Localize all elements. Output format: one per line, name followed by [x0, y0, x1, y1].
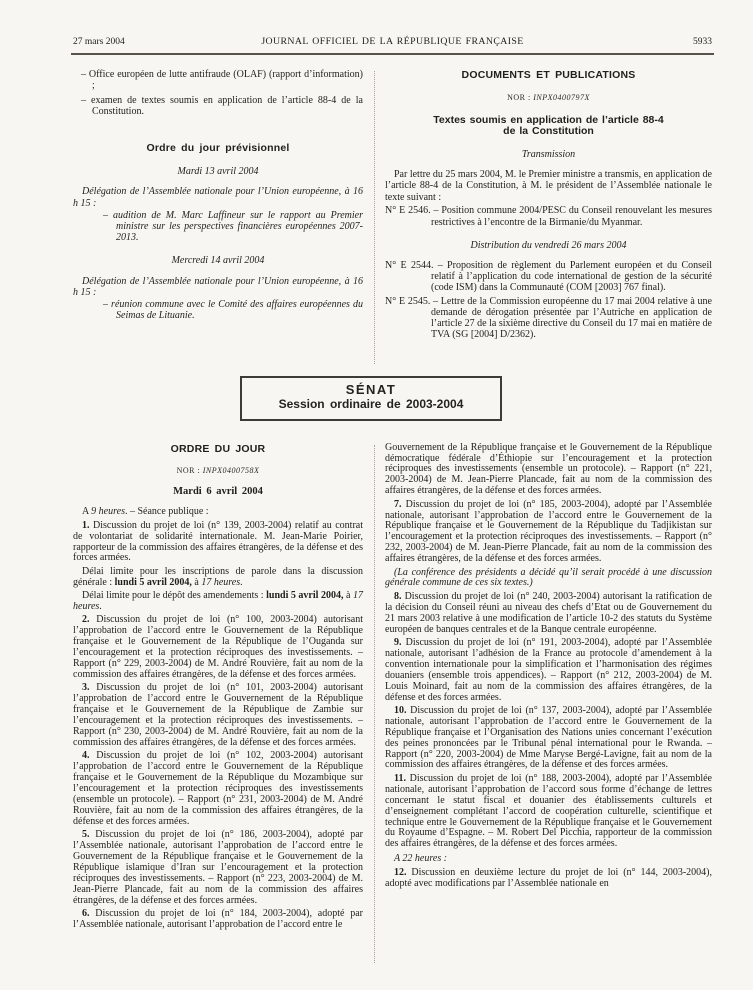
paragraph: – audition de M. Marc Laffineur sur le rapport au Premier ministre sur les perspectives financières européennes 2007-2013.	[103, 209, 363, 244]
paragraph: Mercredi 14 avril 2004	[171, 255, 265, 267]
senat-session: Session ordinaire de 2003-2004	[278, 397, 464, 412]
bottom-right-column	[385, 443, 712, 965]
header-rule	[71, 53, 714, 55]
section-heading: Textes soumis en application de l’article 88-4	[433, 113, 664, 126]
nor-reference: NOR : INPX0400797X	[507, 93, 590, 103]
paragraph: N° E 2546. – Position commune 2004/PESC du Conseil renouvelant les mesures restrictives à l’encontre de la Birmanie/du Myanmar.	[385, 205, 712, 228]
ordre-du-jour-section	[73, 443, 712, 965]
agenda-item: 1. Discussion du projet de loi (n° 139, 2003-2004) relatif au contrat de volontariat de solidarité internationale. M. Jean-Marie Poirier, rapporteur de la commission des affaires étrangères, de la défense et des forces armées.	[73, 519, 364, 564]
agenda-item: 10. Discussion du projet de loi (n° 137, 2003-2004), adopté par l’Assemblée nationale, autorisant l’approbation de l’accord entre le Gouvernement de la République française et l’Organisation des Nations unies concernant l’exécution des peines prononcées par le Tribunal pénal international pour le Rwanda. – Rapport (n° 220, 2003-2004) de Mme Maryse Bergé-Lavigne, fait au nom de la commission des affaires étrangères, de la défense et des forces armées.	[385, 704, 712, 771]
agenda-item: 2. Discussion du projet de loi (n° 100, 2003-2004) autorisant l’approbation de l’accord entre le Gouvernement de la République française et le Gouvernement de la République de l’Ouganda sur l’encouragement et la protection réciproques des investissements. – Rapport (n° 229, 2003-2004) de M. André Rouvière, fait au nom de la commission des affaires étrangères, de la défense et des forces armées.	[73, 614, 364, 681]
top-section	[73, 69, 712, 366]
paragraph: Par lettre du 25 mars 2004, M. le Premier ministre a transmis, en application de l’article 88-4 de la Constitution, à M. le président de l’Assemblée nationale le texte suivant :	[385, 169, 712, 203]
paragraph: Délégation de l’Assemblée nationale pour l’Union européenne, à 16 h 15 :	[73, 186, 363, 209]
agenda-item: 7. Discussion du projet de loi (n° 185, 2003-2004), adopté par l’Assemblée nationale, autorisant l’approbation de l’accord entre le Gouvernement de la République française et le Gouvernement de la République du Tadjikistan sur l’encouragement et la protection réciproques des investissements. – Rapport (n° 232, 2003-2004) de M. Jean-Pierre Plancade, fait au nom de la commission des affaires étrangères, de la défense et des forces armées.	[385, 498, 712, 565]
paragraph: Distribution du vendredi 26 mars 2004	[470, 239, 627, 251]
agenda-item: 11. Discussion du projet de loi (n° 188, 2003-2004), adopté par l’Assemblée nationale, autorisant l’approbation de l’accord sous forme d’échange de lettres concernant le statut fiscal et douanier des établissements culturels et d’enseignement complétant l’accord de coopération culturelle, scientifique et technique entre le Gouvernement de la République française et le Gouvernement du Royaume d’Espagne. – M. Robert Del Picchia, rapporteur de la commission des affaires étrangères, de la défense et des forces armées.	[385, 772, 712, 850]
section-heading: Ordre du jour prévisionnel	[146, 142, 290, 155]
nor-reference: NOR : INPX0400758X	[176, 465, 260, 475]
paragraph: N° E 2544. – Proposition de règlement du Parlement européen et du Conseil relatif à l’application du code international de gestion de la sécurité (code ISM) dans la Communauté (COM [2003] 767 final).	[385, 259, 712, 294]
section-heading: de la Constitution	[503, 124, 594, 137]
agenda-item: 8. Discussion du projet de loi (n° 240, 2003-2004) autorisant la ratification de la décision du Conseil réuni au niveau des chefs d’Etat ou de Gouvernement du 21 mars 2003 relative à une modification de l’article 10-2 des statuts du Système européen de banques centrales et de la Banque centrale européenne.	[385, 590, 712, 635]
page-header	[73, 36, 712, 48]
agenda-item: 4. Discussion du projet de loi (n° 102, 2003-2004) autorisant l’approbation de l’accord entre le Gouvernement de la République française et le Gouvernement de la République du Mozambique sur l’encouragement et la protection réciproques des investissements (ensemble un protocole). – Rapport (n° 231, 2003-2004) de M. André Rouvière, fait au nom de la commission des affaires étrangères, de la défense et des forces armées.	[73, 750, 364, 827]
paragraph: Transmission	[521, 149, 576, 161]
agenda-item: 12. Discussion en deuxième lecture du projet de loi (n° 144, 2003-2004), adopté avec modifications par l’Assemblée nationale en	[385, 866, 712, 889]
paragraph: Mardi 13 avril 2004	[177, 166, 259, 178]
paragraph: N° E 2545. – Lettre de la Commission européenne du 17 mai 2004 relative à une demande de dérogation présentée par l’Autriche en application de l’article 27 de la sixième directive du Conseil du 17 mai en matière de TVA (SG [2004] D/2362).	[385, 295, 712, 341]
paragraph: (La conférence des présidents a décidé qu’il serait procédé à une discussion générale commune de ces six textes.)	[385, 566, 712, 589]
agenda-item: 5. Discussion du projet de loi (n° 186, 2003-2004), adopté par l’Assemblée nationale, autorisant l’approbation de l’accord entre le Gouvernement de la République française et le Gouvernement de la République islamique d’Iran sur l’encouragement et la protection réciproques des investissements. – Rapport (n° 223, 2003-2004) de M. Jean-Pierre Plancade, fait au nom de la commission des affaires étrangères, de la défense et des forces armées.	[73, 829, 364, 906]
paragraph: Gouvernement de la République française et le Gouvernement de la République démocratique fédérale d’Éthiopie sur l’encouragement et la protection réciproques des investissements (ensemble un protocole). – Rapport (n° 221, 2003-2004) de M. Jean-Pierre Plancade, fait au nom de la commission des affaires étrangères, de la défense et des forces armées.	[385, 442, 712, 497]
section-heading: ORDRE DU JOUR	[170, 442, 266, 455]
top-left-column	[73, 69, 363, 366]
header-page-number: 5933	[693, 37, 712, 47]
bottom-left-column	[73, 443, 363, 965]
paragraph: A 22 heures :	[394, 853, 448, 865]
agenda-item: 9. Discussion du projet de loi (n° 191, 2003-2004), adopté par l’Assemblée nationale, autorisant l’adhésion de la France au protocole d’amendement à la convention internationale pour la simplification et l’harmonisation des régimes douaniers (ensemble trois appendices). – Rapport (n° 212, 2003-2004) de M. Louis Moinard, fait au nom de la commission des affaires étrangères, de la défense et des forces armées.	[385, 637, 712, 703]
paragraph: Délai limite pour le dépôt des amendements : lundi 5 avril 2004, à 17 heures.	[73, 590, 363, 613]
senat-box	[240, 376, 502, 420]
paragraph: – Office européen de lutte antifraude (OLAF) (rapport d’information) ;	[81, 69, 363, 92]
paragraph: A 9 heures. – Séance publique :	[82, 506, 209, 518]
section-heading: DOCUMENTS ET PUBLICATIONS	[461, 69, 636, 82]
paragraph: Délégation de l’Assemblée nationale pour l’Union européenne, à 16 h 15 :	[73, 275, 363, 298]
agenda-item: 6. Discussion du projet de loi (n° 184, 2003-2004), adopté par l’Assemblée nationale, autorisant l’approbation de l’accord entre le	[73, 908, 364, 930]
header-date: 27 mars 2004	[73, 37, 125, 47]
paragraph: – réunion commune avec le Comité des affaires européennes du Seimas de Lituanie.	[103, 299, 363, 322]
header-title: JOURNAL OFFICIEL DE LA RÉPUBLIQUE FRANÇAISE	[261, 36, 524, 47]
paragraph: – examen de textes soumis en application de l’article 88-4 de la Constitution.	[81, 94, 363, 117]
paragraph: Délai limite pour les inscriptions de parole dans la discussion générale : lundi 5 avril 2004, à 17 heures.	[73, 565, 363, 588]
agenda-item: 3. Discussion du projet de loi (n° 101, 2003-2004) autorisant l’approbation de l’accord entre le Gouvernement de la République française et le Gouvernement de la République de Zambie sur l’encouragement et la protection réciproques des investissements. – Rapport (n° 230, 2003-2004) de M. André Rouvière, fait au nom de la commission des affaires étrangères, de la défense et des forces armées.	[73, 682, 364, 748]
senat-title: SÉNAT	[345, 382, 397, 398]
section-heading: Mardi 6 avril 2004	[173, 486, 263, 498]
top-right-column	[385, 69, 712, 366]
